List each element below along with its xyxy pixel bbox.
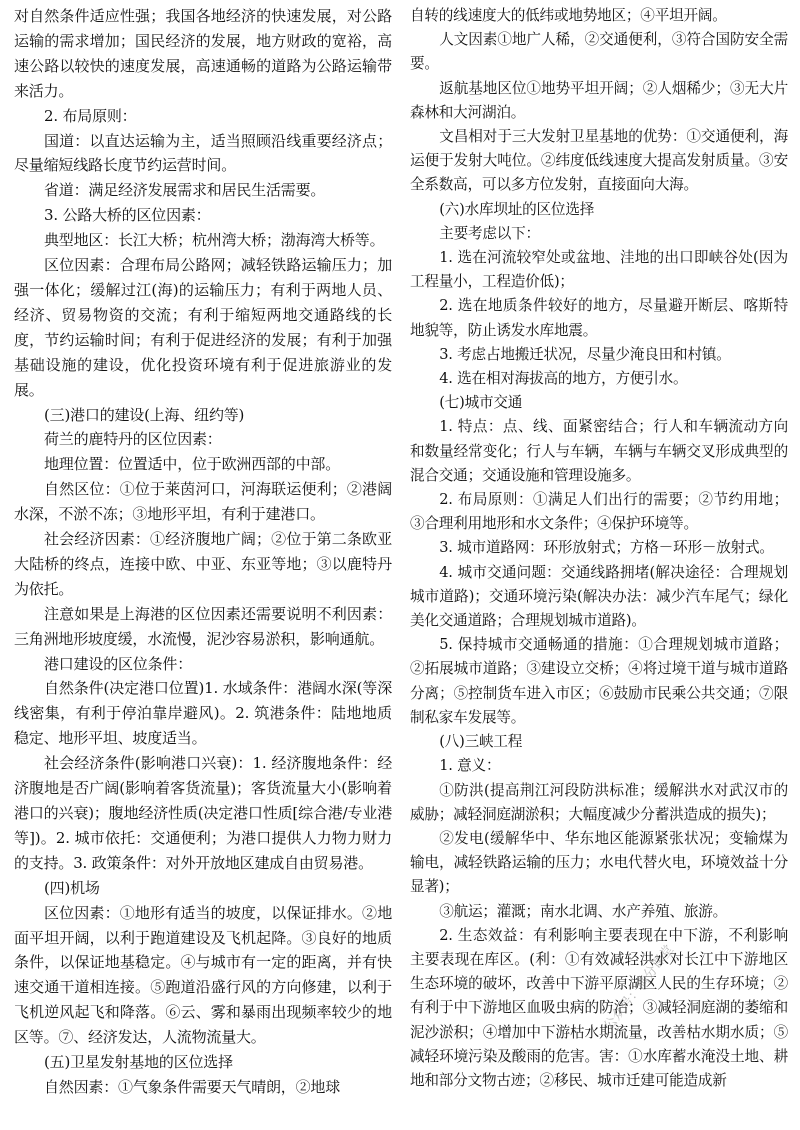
left-column-paragraph: (五)卫星发射基地的区位选择 — [44, 1053, 233, 1072]
left-column-paragraph: 对自然条件适应性强；我国各地经济的快速发展，对公路运输的需求增加；国民经济的发展，地方财政的宽裕，高速公路以较快的速度发展，高速通畅的道路为公路运输带来活力。 — [14, 7, 392, 100]
right-column-paragraph: 1. 选在河流较窄处或盆地、洼地的出口即峡谷处(因为工程量小，工程造价低)； — [410, 249, 788, 291]
right-column-paragraph: 3. 城市道路网：环形放射式；方格－环形－放射式。 — [439, 539, 774, 557]
left-column-paragraph: 自然因素：①气象条件需要天气晴朗，②地球 — [44, 1077, 341, 1096]
right-column-paragraph: 主要考虑以下： — [439, 224, 540, 242]
left-column-paragraph: 3. 公路大桥的区位因素： — [44, 206, 211, 225]
left-column-paragraph: 注意如果是上海港的区位因素还需要说明不利因素：三角洲地形坡度缓，水流慢，泥沙容易淤积，影响通航。 — [14, 604, 392, 648]
right-column-paragraph: 1. 意义： — [439, 757, 501, 775]
right-column-paragraph: (七)城市交通 — [439, 394, 523, 412]
right-column-paragraph: (六)水库坝址的区位选择 — [439, 200, 595, 218]
left-column-paragraph: 区位因素：①地形有适当的坡度，以保证排水。②地面平坦开阔，以利于跑道建设及飞机起降。③良好的地质条件，以保证地基稳定。④与城市有一定的距离，并有快速交通干道相连接。⑤跑道沿盛行风的方向修建，以利于飞机逆风起飞和降落。⑥云、雾和暴雨出现频率较少的地区等。⑦、经济发达，人流物流量大。 — [14, 903, 392, 1047]
left-column-paragraph: (三)港口的建设(上海、纽约等) — [44, 405, 245, 424]
watermark-text: 公众号：满分课堂 — [601, 942, 678, 1034]
right-column-paragraph: ②发电(缓解华中、华东地区能源紧张状况；变输煤为输电，减轻铁路运输的压力；水电代替火电，环境效益十分显著)； — [410, 829, 788, 896]
left-column-paragraph: 社会经济条件(影响港口兴衰)：1. 经济腹地条件：经济腹地是否广阔(影响着客货流量)；客货流量大小(影响着港口的兴衰)；腹地经济性质(决定港口性质[综合港/专业港等])。2. 城市依托：交通便利；为港口提供人力物力财力的支持。3. 政策条件：对外开放地区建成自由贸易港。 — [14, 754, 392, 872]
left-column-paragraph: 自然区位：①位于莱茵河口，河海联运便利；②港阔水深，不淤不冻；③地形平坦，有利于建港口。 — [14, 480, 392, 524]
left-column-paragraph: 省道：满足经济发展需求和居民生活需要。 — [44, 181, 326, 200]
right-column-paragraph: (八)三峡工程 — [439, 733, 523, 751]
left-column-paragraph: 自然条件(决定港口位置)1. 水域条件：港阔水深(等深线密集，有利于停泊靠岸避风)。2. 筑港条件：陆地地质稳定、地形平坦、坡度适当。 — [14, 679, 392, 748]
left-column-paragraph: 典型地区：长江大桥；杭州湾大桥；渤海湾大桥等。 — [44, 231, 385, 250]
right-column-paragraph: 文昌相对于三大发射卫星基地的优势：①交通便利，海运便于发射大吨位。②纬度低线速度大提高发射质量。③安全系数高，可以多方位发射，直接面向大海。 — [410, 128, 788, 194]
left-column-paragraph: 社会经济因素：①经济腹地广阔；②位于第二条欧亚大陆桥的终点，连接中欧、中亚、东亚等地；③以鹿特丹为依托。 — [14, 530, 392, 598]
right-column-paragraph: 人文因素①地广人稀，②交通便利，③符合国防安全需要。 — [410, 31, 788, 73]
right-text-column — [410, 4, 788, 1093]
left-column-paragraph: 港口建设的区位条件： — [44, 654, 193, 673]
right-column-paragraph: 2. 生态效益：有利影响主要表现在中下游，不利影响主要表现在库区。(利：①有效减轻洪水对长江中下游地区生态环境的破坏，改善中下游平原湖区人民的生存环境；②有利于中下游地区血吸虫病的防治；③减轻洞庭湖的萎缩和泥沙淤积；④增加中下游枯水期流量，改善枯水期水质；⑤减轻环境污染及酸雨的危害。害：①水库蓄水淹没土地、耕地和部分文物古迹；②移民、城市迁建可能造成新 — [410, 926, 788, 1089]
left-column-paragraph: 地理位置：位置适中，位于欧洲西部的中部。 — [44, 455, 341, 474]
right-column-paragraph: ①防洪(提高荆江河段防洪标准；缓解洪水对武汉市的威胁；减轻洞庭湖淤积；大幅度减少分蓄洪造成的损失)； — [410, 781, 788, 823]
right-column-paragraph: 4. 城市交通问题：交通线路拥堵(解决途径：合理规划城市道路)；交通环境污染(解决办法：减少汽车尾气；绿化美化交通道路；合理规划城市道路)。 — [410, 563, 788, 630]
right-column-paragraph: ③航运；灌溉；南水北调、水产养殖、旅游。 — [439, 902, 728, 920]
right-column-paragraph: 返航基地区位①地势平坦开阔；②人烟稀少；③无大片森林和大河湖泊。 — [410, 79, 788, 121]
left-column-paragraph: 国道：以直达运输为主，适当照顾沿线重要经济点；尽量缩短线路长度节约运营时间。 — [14, 131, 392, 175]
left-text-column — [14, 4, 392, 1100]
right-column-paragraph: 3. 考虑占地搬迁状况，尽量少淹良田和村镇。 — [439, 345, 731, 363]
right-column-paragraph: 4. 选在相对海拔高的地方，方便引水。 — [439, 370, 688, 388]
right-column-paragraph: 2. 选在地质条件较好的地方，尽量避开断层、喀斯特地貌等，防止诱发水库地震。 — [410, 297, 788, 339]
left-column-paragraph: (四)机场 — [44, 878, 100, 897]
right-column-paragraph: 2. 布局原则：①满足人们出行的需要；②节约用地；③合理利用地形和水文条件；④保护环境等。 — [410, 491, 788, 533]
right-column-paragraph: 1. 特点：点、线、面紧密结合；行人和车辆流动方向和数量经常变化；行人与车辆，车辆与车辆交叉形成典型的混合交通；交通设施和管理设施多。 — [410, 418, 788, 484]
right-column-paragraph: 5. 保持城市交通畅通的措施：①合理规划城市道路；②拓展城市道路；③建设立交桥；④将过境干道与城市道路分离；⑤控制货车进入市区；⑥鼓励市民乘公共交通；⑦限制私家车发展等。 — [410, 636, 788, 726]
left-column-paragraph: 荷兰的鹿特丹的区位因素： — [44, 430, 222, 449]
right-column-paragraph: 自转的线速度大的低纬或地势地区；④平坦开阔。 — [410, 7, 727, 24]
left-column-paragraph: 区位因素：合理布局公路网；减轻铁路运输压力；加强一体化；缓解过江(海)的运输压力；有利于两地人员、经济、贸易物资的交流；有利于缩短两地交通路线的长度，节约运输时间；有利于促进经济的发展；有利于加强基础设施的建设，优化投资环境有利于促进旅游业的发展。 — [14, 256, 392, 399]
left-column-paragraph: 2. 布局原则： — [44, 106, 137, 125]
